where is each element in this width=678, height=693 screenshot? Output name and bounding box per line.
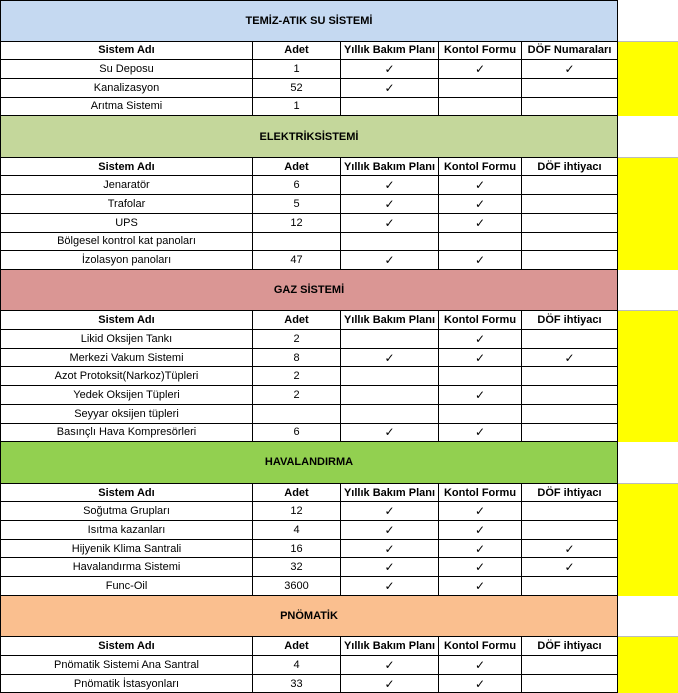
- maintenance-plan-check[interactable]: ✓: [341, 79, 439, 98]
- maintenance-plan-check[interactable]: ✓: [341, 424, 439, 443]
- control-form-check[interactable]: ✓: [439, 577, 522, 596]
- column-header-row: [0, 42, 678, 61]
- section-title[interactable]: ELEKTRİKSİSTEMİ: [0, 116, 618, 158]
- system-name-cell[interactable]: UPS: [0, 214, 253, 233]
- count-cell[interactable]: 32: [253, 558, 341, 577]
- count-cell[interactable]: 16: [253, 540, 341, 559]
- table-row: [0, 386, 678, 405]
- dof-check[interactable]: [522, 233, 618, 252]
- maintenance-plan-check[interactable]: ✓: [341, 502, 439, 521]
- control-form-check[interactable]: ✓: [439, 251, 522, 270]
- dof-check[interactable]: [522, 502, 618, 521]
- section-title-row: [0, 116, 678, 158]
- table-row: [0, 521, 678, 540]
- blank-cell[interactable]: [618, 596, 678, 638]
- count-cell[interactable]: 1: [253, 98, 341, 117]
- column-header[interactable]: Kontol Formu: [439, 42, 522, 61]
- dof-check[interactable]: [522, 675, 618, 693]
- column-header[interactable]: Sistem Adı: [0, 42, 253, 61]
- count-cell[interactable]: 2: [253, 330, 341, 349]
- control-form-check[interactable]: ✓: [439, 60, 522, 79]
- table-row: [0, 540, 678, 559]
- blank-cell[interactable]: [618, 442, 678, 484]
- table-row: [0, 656, 678, 675]
- column-header[interactable]: Sistem Adı: [0, 158, 253, 177]
- highlight-cell[interactable]: [618, 98, 678, 117]
- control-form-check[interactable]: ✓: [439, 214, 522, 233]
- column-header[interactable]: Kontol Formu: [439, 484, 522, 503]
- table-row: [0, 98, 678, 117]
- maintenance-plan-check[interactable]: ✓: [341, 656, 439, 675]
- highlight-cell[interactable]: [618, 233, 678, 252]
- highlight-cell[interactable]: [618, 521, 678, 540]
- table-row: [0, 251, 678, 270]
- system-name-cell[interactable]: Merkezi Vakum Sistemi: [0, 349, 253, 368]
- highlight-cell[interactable]: [618, 195, 678, 214]
- dof-check[interactable]: [522, 195, 618, 214]
- control-form-check[interactable]: [439, 79, 522, 98]
- column-header[interactable]: Adet: [253, 637, 341, 656]
- highlight-cell[interactable]: [618, 60, 678, 79]
- column-header[interactable]: Yıllık Bakım Planı: [341, 42, 439, 61]
- maintenance-plan-check[interactable]: [341, 233, 439, 252]
- highlight-cell[interactable]: [618, 484, 678, 503]
- control-form-check[interactable]: ✓: [439, 330, 522, 349]
- count-cell[interactable]: [253, 233, 341, 252]
- system-name-cell[interactable]: Seyyar oksijen tüpleri: [0, 405, 253, 424]
- table-row: [0, 349, 678, 368]
- table-row: [0, 675, 678, 693]
- maintenance-plan-check[interactable]: [341, 98, 439, 117]
- column-header[interactable]: Adet: [253, 311, 341, 330]
- maintenance-plan-check[interactable]: ✓: [341, 195, 439, 214]
- system-name-cell[interactable]: Havalandırma Sistemi: [0, 558, 253, 577]
- highlight-cell[interactable]: [618, 424, 678, 443]
- maintenance-plan-check[interactable]: ✓: [341, 558, 439, 577]
- table-row: [0, 577, 678, 596]
- maintenance-plan-check[interactable]: [341, 386, 439, 405]
- maintenance-plan-check[interactable]: [341, 405, 439, 424]
- maintenance-plan-check[interactable]: ✓: [341, 577, 439, 596]
- control-form-check[interactable]: ✓: [439, 424, 522, 443]
- count-cell[interactable]: 2: [253, 386, 341, 405]
- column-header[interactable]: DÖF ihtiyacı: [522, 311, 618, 330]
- count-cell[interactable]: 4: [253, 656, 341, 675]
- count-cell[interactable]: 6: [253, 176, 341, 195]
- column-header[interactable]: Yıllık Bakım Planı: [341, 484, 439, 503]
- column-header[interactable]: Yıllık Bakım Planı: [341, 637, 439, 656]
- highlight-cell[interactable]: [618, 214, 678, 233]
- column-header[interactable]: Yıllık Bakım Planı: [341, 311, 439, 330]
- control-form-check[interactable]: ✓: [439, 540, 522, 559]
- system-name-cell[interactable]: Arıtma Sistemi: [0, 98, 253, 117]
- column-header[interactable]: Adet: [253, 484, 341, 503]
- count-cell[interactable]: 6: [253, 424, 341, 443]
- highlight-cell[interactable]: [618, 158, 678, 177]
- table-row: [0, 79, 678, 98]
- table-row: [0, 558, 678, 577]
- highlight-cell[interactable]: [618, 349, 678, 368]
- table-row: [0, 330, 678, 349]
- highlight-cell[interactable]: [618, 558, 678, 577]
- system-name-cell[interactable]: Soğutma Grupları: [0, 502, 253, 521]
- column-header[interactable]: DÖF Numaraları: [522, 42, 618, 61]
- maintenance-plan-check[interactable]: ✓: [341, 349, 439, 368]
- blank-cell[interactable]: [618, 0, 678, 42]
- column-header[interactable]: Kontol Formu: [439, 637, 522, 656]
- section-title-row: [0, 270, 678, 312]
- maintenance-plan-check[interactable]: [341, 367, 439, 386]
- count-cell[interactable]: 8: [253, 349, 341, 368]
- control-form-check[interactable]: ✓: [439, 502, 522, 521]
- highlight-cell[interactable]: [618, 79, 678, 98]
- column-header[interactable]: Kontol Formu: [439, 158, 522, 177]
- count-cell[interactable]: 47: [253, 251, 341, 270]
- highlight-cell[interactable]: [618, 311, 678, 330]
- dof-check[interactable]: ✓: [522, 349, 618, 368]
- section-title[interactable]: TEMİZ-ATIK SU SİSTEMİ: [0, 0, 618, 42]
- count-cell[interactable]: 52: [253, 79, 341, 98]
- dof-check[interactable]: [522, 367, 618, 386]
- dof-check[interactable]: [522, 330, 618, 349]
- maintenance-plan-check[interactable]: ✓: [341, 675, 439, 693]
- dof-check[interactable]: [522, 79, 618, 98]
- control-form-check[interactable]: ✓: [439, 386, 522, 405]
- highlight-cell[interactable]: [618, 675, 678, 693]
- control-form-check[interactable]: [439, 233, 522, 252]
- table-row: [0, 233, 678, 252]
- dof-check[interactable]: [522, 214, 618, 233]
- system-name-cell[interactable]: Hijyenik Klima Santrali: [0, 540, 253, 559]
- count-cell[interactable]: 12: [253, 502, 341, 521]
- system-name-cell[interactable]: İzolasyon panoları: [0, 251, 253, 270]
- control-form-check[interactable]: ✓: [439, 349, 522, 368]
- system-name-cell[interactable]: Jenaratör: [0, 176, 253, 195]
- highlight-cell[interactable]: [618, 330, 678, 349]
- control-form-check[interactable]: ✓: [439, 521, 522, 540]
- column-header-row: [0, 311, 678, 330]
- highlight-cell[interactable]: [618, 386, 678, 405]
- maintenance-plan-check[interactable]: ✓: [341, 521, 439, 540]
- highlight-cell[interactable]: [618, 502, 678, 521]
- table-row: [0, 367, 678, 386]
- table-row: [0, 60, 678, 79]
- table-row: [0, 176, 678, 195]
- system-name-cell[interactable]: Azot Protoksit(Narkoz)Tüpleri: [0, 367, 253, 386]
- maintenance-plan-check[interactable]: [341, 330, 439, 349]
- maintenance-plan-check[interactable]: ✓: [341, 251, 439, 270]
- maintenance-plan-check[interactable]: ✓: [341, 176, 439, 195]
- column-header[interactable]: Adet: [253, 42, 341, 61]
- highlight-cell[interactable]: [618, 577, 678, 596]
- column-header[interactable]: Adet: [253, 158, 341, 177]
- section-title[interactable]: GAZ SİSTEMİ: [0, 270, 618, 312]
- system-name-cell[interactable]: Bölgesel kontrol kat panoları: [0, 233, 253, 252]
- system-name-cell[interactable]: Trafolar: [0, 195, 253, 214]
- table-row: [0, 214, 678, 233]
- dof-check[interactable]: [522, 405, 618, 424]
- maintenance-plan-check[interactable]: ✓: [341, 214, 439, 233]
- count-cell[interactable]: [253, 405, 341, 424]
- section-title[interactable]: HAVALANDIRMA: [0, 442, 618, 484]
- system-name-cell[interactable]: Pnömatik İstasyonları: [0, 675, 253, 693]
- control-form-check[interactable]: ✓: [439, 176, 522, 195]
- control-form-check[interactable]: ✓: [439, 656, 522, 675]
- highlight-cell[interactable]: [618, 540, 678, 559]
- count-cell[interactable]: 3600: [253, 577, 341, 596]
- dof-check[interactable]: [522, 424, 618, 443]
- dof-check[interactable]: [522, 577, 618, 596]
- system-name-cell[interactable]: Basınçlı Hava Kompresörleri: [0, 424, 253, 443]
- column-header[interactable]: Sistem Adı: [0, 484, 253, 503]
- dof-check[interactable]: [522, 176, 618, 195]
- column-header[interactable]: Yıllık Bakım Planı: [341, 158, 439, 177]
- table-row: [0, 424, 678, 443]
- system-name-cell[interactable]: Yedek Oksijen Tüpleri: [0, 386, 253, 405]
- system-name-cell[interactable]: Su Deposu: [0, 60, 253, 79]
- dof-check[interactable]: ✓: [522, 540, 618, 559]
- table-row: [0, 195, 678, 214]
- column-header-row: [0, 484, 678, 503]
- dof-check[interactable]: [522, 656, 618, 675]
- dof-check[interactable]: ✓: [522, 60, 618, 79]
- count-cell[interactable]: 4: [253, 521, 341, 540]
- count-cell[interactable]: 12: [253, 214, 341, 233]
- table-row: [0, 502, 678, 521]
- count-cell[interactable]: 1: [253, 60, 341, 79]
- maintenance-plan-check[interactable]: ✓: [341, 60, 439, 79]
- column-header[interactable]: Sistem Adı: [0, 637, 253, 656]
- system-name-cell[interactable]: Kanalizasyon: [0, 79, 253, 98]
- dof-check[interactable]: [522, 98, 618, 117]
- dof-check[interactable]: [522, 386, 618, 405]
- blank-cell[interactable]: [618, 270, 678, 312]
- system-name-cell[interactable]: Isıtma kazanları: [0, 521, 253, 540]
- system-name-cell[interactable]: Func-Oil: [0, 577, 253, 596]
- highlight-cell[interactable]: [618, 367, 678, 386]
- count-cell[interactable]: 2: [253, 367, 341, 386]
- control-form-check[interactable]: [439, 98, 522, 117]
- section-title-row: [0, 442, 678, 484]
- column-header-row: [0, 158, 678, 177]
- maintenance-plan-check[interactable]: ✓: [341, 540, 439, 559]
- column-header-row: [0, 637, 678, 656]
- column-header[interactable]: DÖF ihtiyacı: [522, 484, 618, 503]
- column-header[interactable]: Sistem Adı: [0, 311, 253, 330]
- section-title-row: [0, 0, 678, 42]
- system-name-cell[interactable]: Pnömatik Sistemi Ana Santral: [0, 656, 253, 675]
- table-row: [0, 405, 678, 424]
- section-title-row: [0, 596, 678, 638]
- section-title[interactable]: PNÖMATİK: [0, 596, 618, 638]
- system-name-cell[interactable]: Likid Oksijen Tankı: [0, 330, 253, 349]
- highlight-cell[interactable]: [618, 42, 678, 61]
- count-cell[interactable]: 5: [253, 195, 341, 214]
- column-header[interactable]: DÖF ihtiyacı: [522, 158, 618, 177]
- blank-cell[interactable]: [618, 116, 678, 158]
- count-cell[interactable]: 33: [253, 675, 341, 693]
- highlight-cell[interactable]: [618, 405, 678, 424]
- highlight-cell[interactable]: [618, 656, 678, 675]
- column-header[interactable]: Kontol Formu: [439, 311, 522, 330]
- control-form-check[interactable]: [439, 367, 522, 386]
- control-form-check[interactable]: ✓: [439, 195, 522, 214]
- control-form-check[interactable]: ✓: [439, 558, 522, 577]
- dof-check[interactable]: ✓: [522, 558, 618, 577]
- highlight-cell[interactable]: [618, 637, 678, 656]
- dof-check[interactable]: [522, 521, 618, 540]
- control-form-check[interactable]: [439, 405, 522, 424]
- control-form-check[interactable]: ✓: [439, 675, 522, 693]
- highlight-cell[interactable]: [618, 251, 678, 270]
- dof-check[interactable]: [522, 251, 618, 270]
- highlight-cell[interactable]: [618, 176, 678, 195]
- column-header[interactable]: DÖF ihtiyacı: [522, 637, 618, 656]
